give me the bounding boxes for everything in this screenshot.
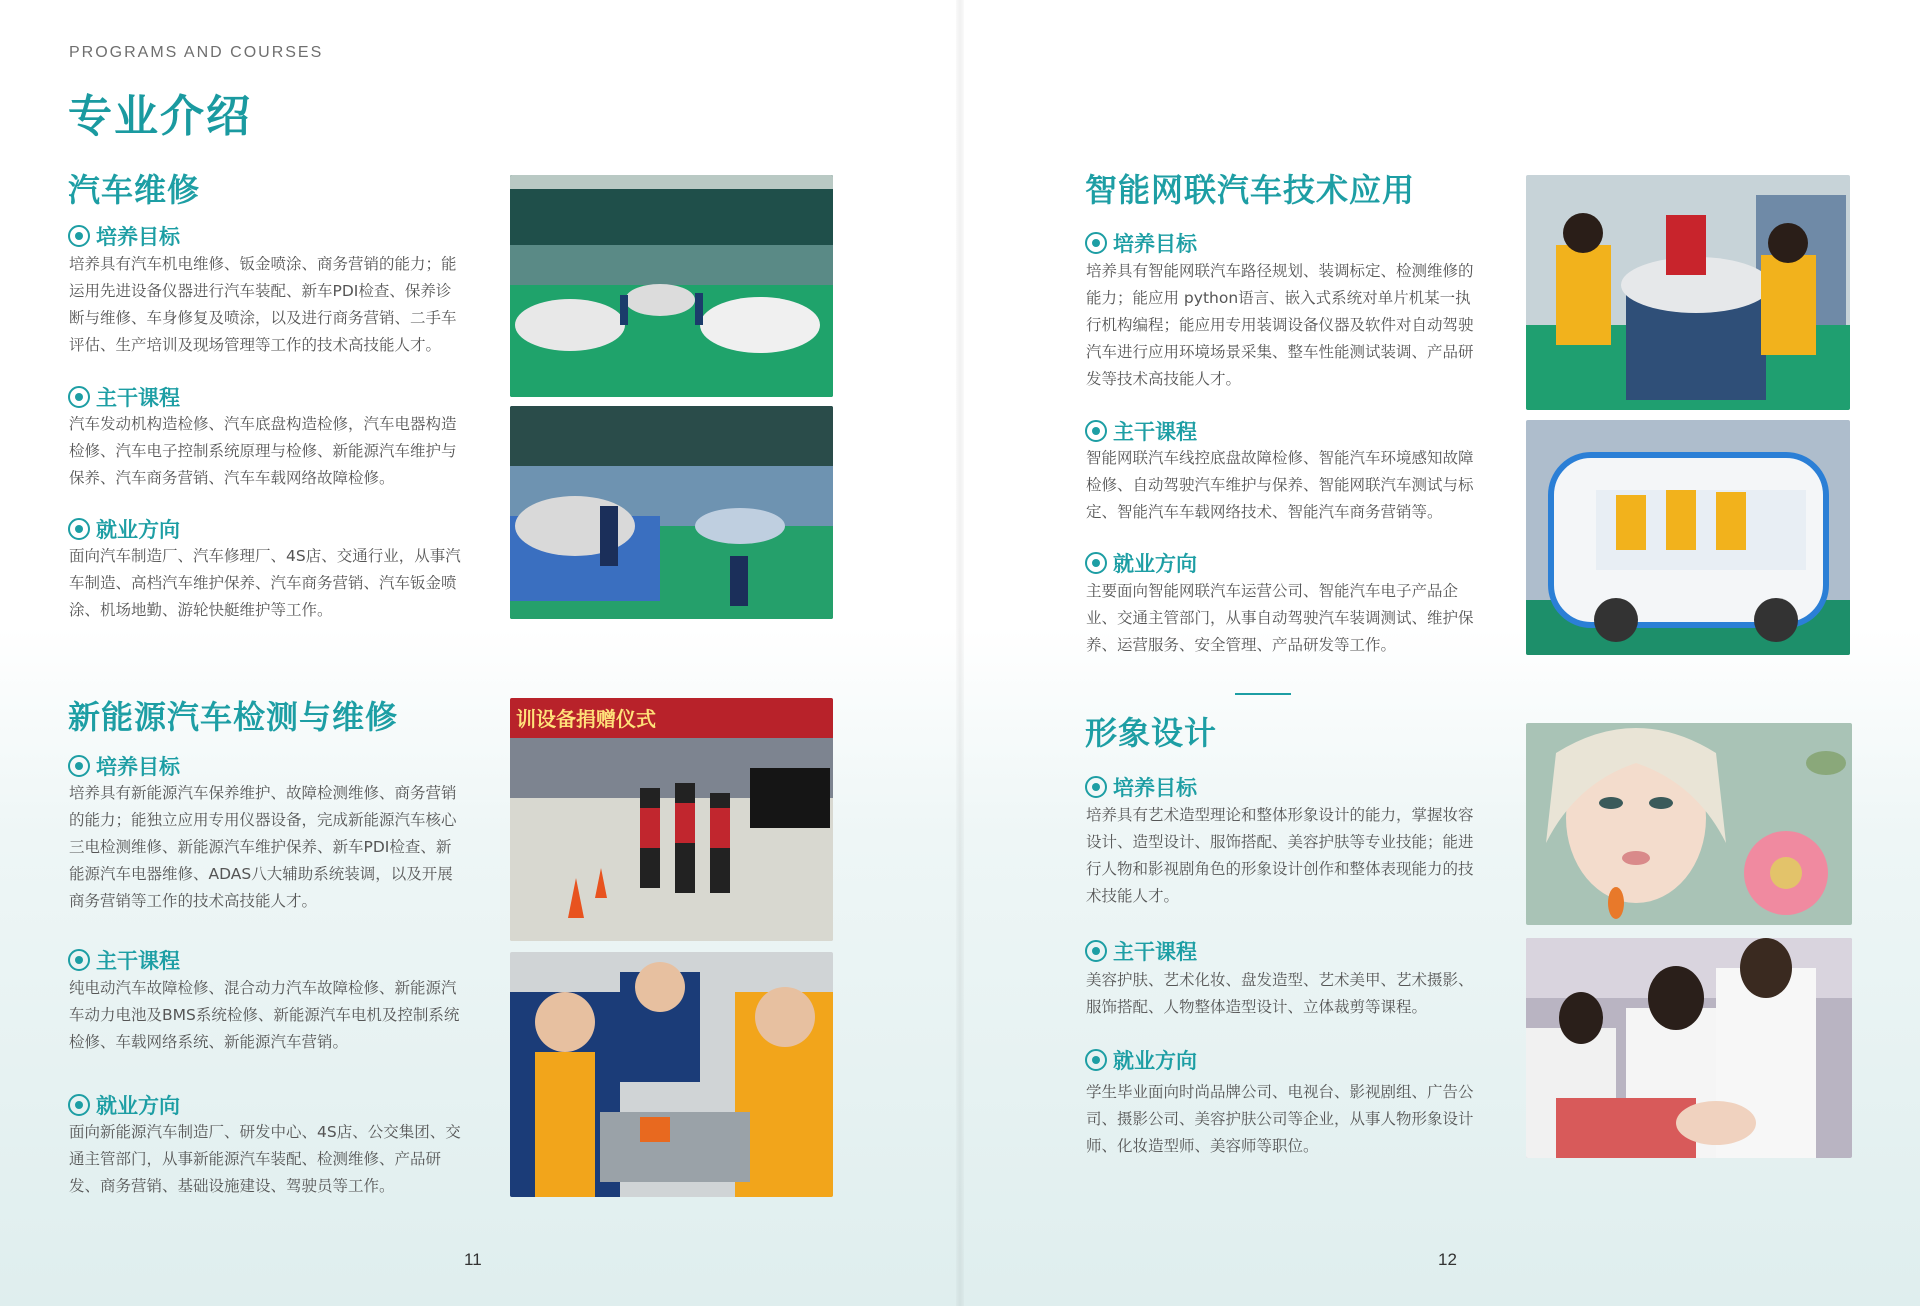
book-gutter [956, 0, 964, 1306]
program-title-intelligent-vehicle: 智能网联汽车技术应用 [1085, 171, 1416, 209]
goal-heading [1085, 228, 1197, 258]
bullet-icon [1085, 552, 1107, 574]
workshop-photo-2 [510, 406, 833, 619]
career-heading [68, 514, 180, 544]
career-text: 学生毕业面向时尚品牌公司、电视台、影视剧组、广告公司、摄影公司、美容护肤公司等企业，从事人物形象设计师、化妆造型师、美容师等职位。 [1086, 1083, 1474, 1155]
course-label: 主干课程 [1113, 420, 1197, 444]
divider-line [1235, 693, 1291, 695]
ceremony-banner-text: 训设备捐赠仪式 [516, 707, 656, 731]
career-label: 就业方向 [96, 1094, 180, 1118]
program-title-nev-repair: 新能源汽车检测与维修 [68, 698, 399, 736]
program-title-image-design: 形象设计 [1085, 714, 1218, 752]
bullet-icon [68, 386, 90, 408]
bullet-icon [68, 225, 90, 247]
nev-workshop-photo [510, 698, 833, 941]
course-label: 主干课程 [96, 949, 180, 973]
page-number-left: 11 [464, 1250, 482, 1269]
goal-text: 培养具有艺术造型理论和整体形象设计的能力，掌握妆容设计、造型设计、服饰搭配、美容护肤等专业技能；能进行人物和影视剧角色的形象设计创作和整体表现能力的技术技能人才。 [1086, 806, 1474, 905]
page-number-right: 12 [1438, 1250, 1457, 1269]
bullet-icon [1085, 940, 1107, 962]
goal-heading [68, 751, 180, 781]
career-heading [1085, 548, 1197, 578]
autonomous-bus-photo [1526, 420, 1850, 655]
goal-heading [68, 221, 180, 251]
bullet-icon [1085, 232, 1107, 254]
course-label: 主干课程 [96, 386, 180, 410]
career-label: 就业方向 [1113, 1049, 1197, 1073]
career-label: 就业方向 [96, 518, 180, 542]
bullet-icon [1085, 420, 1107, 442]
course-heading [68, 945, 180, 975]
goal-label: 培养目标 [96, 225, 180, 249]
course-heading [1085, 936, 1197, 966]
intelligent-car-lab-photo [1526, 175, 1850, 410]
goal-text: 培养具有智能网联汽车路径规划、装调标定、检测维修的能力；能应用 python语言、嵌入式系统对单片机某一执行机构编程；能应用专用装调设备仪器及软件对自动驾驶汽车进行应用环境场景采集、整车性能测试装调、产品研发等技术高技能人才。 [1086, 262, 1474, 388]
course-text: 汽车发动机构造检修、汽车底盘构造检修，汽车电器构造检修、汽车电子控制系统原理与检修、新能源汽车维护与保养、汽车商务营销、汽车车载网络故障检修。 [69, 415, 457, 487]
bullet-icon [1085, 776, 1107, 798]
goal-label: 培养目标 [96, 755, 180, 779]
page-title: 专业介绍 [68, 91, 252, 142]
career-label: 就业方向 [1113, 552, 1197, 576]
bullet-icon [68, 518, 90, 540]
career-heading [68, 1090, 180, 1120]
bullet-icon [68, 755, 90, 777]
course-heading [1085, 416, 1197, 446]
career-text: 主要面向智能网联汽车运营公司、智能汽车电子产品企业、交通主管部门，从事自动驾驶汽车装调测试、维护保养、运营服务、安全管理、产品研发等工作。 [1086, 582, 1474, 654]
goal-label: 培养目标 [1113, 232, 1197, 256]
beauty-class-photo [1526, 938, 1852, 1158]
bullet-icon [1085, 1049, 1107, 1071]
course-text: 美容护肤、艺术化妆、盘发造型、艺术美甲、艺术摄影、服饰搭配、人物整体造型设计、立体裁剪等课程。 [1086, 971, 1474, 1016]
goal-label: 培养目标 [1113, 776, 1197, 800]
course-text: 纯电动汽车故障检修、混合动力汽车故障检修、新能源汽车动力电池及BMS系统检修、新能源汽车电机及控制系统检修、车载网络系统、新能源汽车营销。 [69, 979, 460, 1051]
career-text: 面向新能源汽车制造厂、研发中心、4S店、公交集团、交通主管部门，从事新能源汽车装配、检测维修、产品研发、商务营销、基础设施建设、驾驶员等工作。 [69, 1123, 461, 1195]
course-text: 智能网联汽车线控底盘故障检修、智能汽车环境感知故障检修、自动驾驶汽车维护与保养、智能网联汽车测试与标定、智能汽车车载网络技术、智能汽车商务营销等。 [1086, 449, 1474, 521]
course-label: 主干课程 [1113, 940, 1197, 964]
battery-lab-photo [510, 952, 833, 1197]
career-text: 面向汽车制造厂、汽车修理厂、4S店、交通行业，从事汽车制造、高档汽车维护保养、汽车商务营销、汽车钣金喷涂、机场地勤、游轮快艇维护等工作。 [69, 547, 461, 619]
course-heading [68, 382, 180, 412]
goal-text: 培养具有汽车机电维修、钣金喷涂、商务营销的能力；能运用先进设备仪器进行汽车装配、新车PDI检查、保养诊断与维修、车身修复及喷涂，以及进行商务营销、二手车评估、生产培训及现场管理等工作的技术高技能人才。 [69, 255, 457, 354]
goal-text: 培养具有新能源汽车保养维护、故障检测维修、商务营销的能力；能独立应用专用仪器设备，完成新能源汽车核心三电检测维修、新能源汽车维护保养、新车PDI检查、新能源汽车电器维修、ADAS八大辅助系统装调，以及开展商务营销等工作的技术高技能人才。 [69, 784, 457, 910]
kicker-text: PROGRAMS AND COURSES [69, 44, 324, 61]
right-page [960, 0, 1920, 1306]
workshop-photo-1 [510, 175, 833, 397]
bullet-icon [68, 1094, 90, 1116]
career-heading [1085, 1045, 1197, 1075]
program-title-auto-repair: 汽车维修 [68, 171, 201, 209]
bullet-icon [68, 949, 90, 971]
makeup-portrait-photo [1526, 723, 1852, 925]
goal-heading [1085, 772, 1197, 802]
